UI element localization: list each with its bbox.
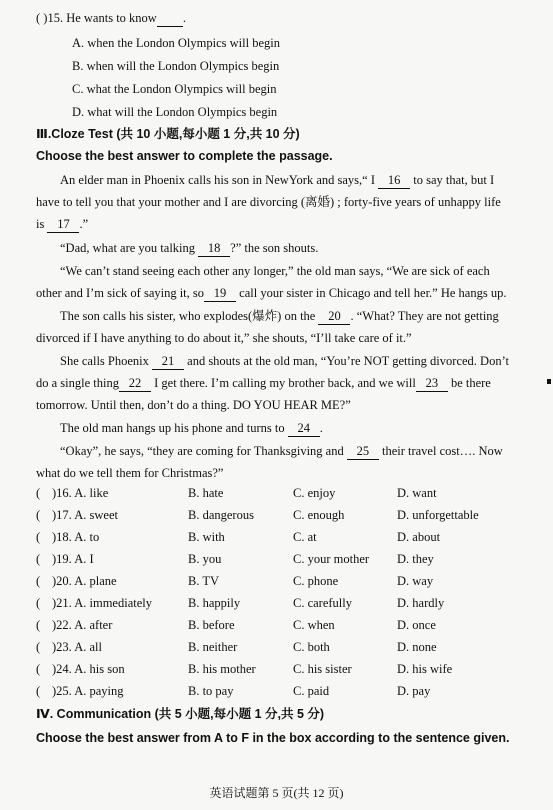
question-row <box>0 529 553 547</box>
question-row <box>0 595 553 613</box>
option-b: B. TV <box>188 574 220 588</box>
blank-21: 21 <box>152 353 184 370</box>
q15-option-a: A. when the London Olympics will begin <box>72 36 280 50</box>
page-footer: 英语试题第 5 页(共 12 页) <box>209 786 344 800</box>
passage-line-6 <box>36 285 506 302</box>
q15-option-b: B. when will the London Olympics begin <box>72 59 280 73</box>
passage-line-11: tomorrow. Until then, don’t do a thing. DO YOU HEAR ME?” <box>36 398 351 412</box>
option-b: B. to pay <box>188 684 234 698</box>
question-number-option-a: )24. A. his son <box>52 662 125 676</box>
option-b: B. happily <box>188 596 241 610</box>
passage-text: and shouts at the old man, “You’re NOT getting divorced. Don’t <box>187 354 509 368</box>
answer-paren: ( <box>36 552 41 566</box>
question-number-option-a: )16. A. like <box>52 486 109 500</box>
question-number-option-a: )19. A. I <box>52 552 94 566</box>
passage-text: She calls Phoenix <box>60 354 149 368</box>
passage-line-14: what do we tell them for Christmas?” <box>36 466 224 480</box>
passage-line-12 <box>60 420 323 437</box>
question-row <box>0 683 553 701</box>
blank-20: 20 <box>318 308 350 325</box>
passage-text: other and I’m sick of saying it, so <box>36 286 205 300</box>
option-c: C. when <box>293 618 335 632</box>
answer-paren: ( <box>36 486 41 500</box>
passage-line-13 <box>60 443 503 460</box>
passage-text: their travel cost…. Now <box>381 444 503 458</box>
blank-23: 23 <box>416 375 448 392</box>
answer-paren: ( <box>36 508 41 522</box>
blank-18: 18 <box>198 240 230 257</box>
passage-text: An elder man in Phoenix calls his son in NewYork and says,“ I <box>60 173 376 187</box>
question-row <box>0 639 553 657</box>
question-row <box>0 485 553 503</box>
option-b: B. before <box>188 618 235 632</box>
passage-text: “Dad, what are you talking <box>60 241 196 255</box>
question-number-option-a: )18. A. to <box>52 530 100 544</box>
passage-text: ?” the son shouts. <box>230 241 319 255</box>
option-c: C. his sister <box>293 662 352 676</box>
answer-paren: ( <box>36 530 41 544</box>
passage-text: .” <box>79 217 89 231</box>
blank-19: 19 <box>204 285 236 302</box>
passage-text: I get there. I’m calling my brother back, and we will <box>154 376 416 390</box>
question-15-blank <box>157 10 183 27</box>
section-3-instruction: Choose the best answer to complete the passage. <box>36 149 333 163</box>
blank-16: 16 <box>378 172 410 189</box>
option-d: D. unforgettable <box>397 508 479 522</box>
option-d: D. hardly <box>397 596 445 610</box>
option-c: C. your mother <box>293 552 370 566</box>
passage-text: The old man hangs up his phone and turns to <box>60 421 285 435</box>
passage-text: . <box>319 421 323 435</box>
passage-text: do a single thing <box>36 376 119 390</box>
option-b: B. his mother <box>188 662 256 676</box>
option-d: D. want <box>397 486 437 500</box>
question-15-prefix: ( )15. He wants to know <box>36 11 157 25</box>
passage-text: The son calls his sister, who explodes(爆炸) on the <box>60 309 316 323</box>
blank-17: 17 <box>47 216 79 233</box>
option-d: D. they <box>397 552 434 566</box>
passage-text: call your sister in Chicago and tell her.” He hangs up. <box>239 286 507 300</box>
option-c: C. enjoy <box>293 486 336 500</box>
question-number-option-a: )22. A. after <box>52 618 113 632</box>
question-row <box>0 551 553 569</box>
question-number-option-a: )25. A. paying <box>52 684 124 698</box>
option-d: D. pay <box>397 684 431 698</box>
passage-line-2: have to tell you that your mother and I are divorcing (离婚) ; forty-five years of unhappy life <box>36 195 501 209</box>
answer-paren: ( <box>36 596 41 610</box>
option-d: D. way <box>397 574 434 588</box>
passage-line-10 <box>36 375 491 392</box>
passage-text: to say that, but I <box>413 173 495 187</box>
question-number-option-a: )17. A. sweet <box>52 508 118 522</box>
passage-line-8: divorced if I have anything to do about it,” she shouts, “I’ll take care of it.” <box>36 331 412 345</box>
answer-paren: ( <box>36 574 41 588</box>
question-row <box>0 573 553 591</box>
option-c: C. enough <box>293 508 345 522</box>
option-d: D. about <box>397 530 441 544</box>
option-c: C. carefully <box>293 596 353 610</box>
answer-paren: ( <box>36 684 41 698</box>
answer-paren: ( <box>36 662 41 676</box>
option-d: D. once <box>397 618 436 632</box>
option-b: B. you <box>188 552 222 566</box>
blank-24: 24 <box>288 420 320 437</box>
option-c: C. both <box>293 640 330 654</box>
scan-mark <box>547 379 551 384</box>
answer-paren: ( <box>36 618 41 632</box>
blank-25: 25 <box>347 443 379 460</box>
option-b: B. dangerous <box>188 508 254 522</box>
option-c: C. phone <box>293 574 339 588</box>
option-c: C. paid <box>293 684 330 698</box>
q15-option-d: D. what will the London Olympics begin <box>72 105 278 119</box>
passage-line-7 <box>60 308 499 325</box>
option-b: B. neither <box>188 640 238 654</box>
question-row <box>0 617 553 635</box>
question-row <box>0 507 553 525</box>
passage-text: “Okay”, he says, “they are coming for Thanksgiving and <box>60 444 344 458</box>
passage-line-9 <box>60 353 509 370</box>
question-15-stem: ( )15. He wants to know . <box>36 11 186 25</box>
option-b: B. with <box>188 530 225 544</box>
blank-22: 22 <box>119 375 151 392</box>
passage-line-4 <box>60 240 318 257</box>
question-row <box>0 661 553 679</box>
option-b: B. hate <box>188 486 224 500</box>
passage-text: is <box>36 217 45 231</box>
answer-paren: ( <box>36 640 41 654</box>
option-d: D. none <box>397 640 437 654</box>
passage-line-5: “We can’t stand seeing each other any longer,” the old man says, “We are sick of each <box>60 264 490 278</box>
section-3-heading: Ⅲ.Cloze Test (共 10 小题,每小题 1 分,共 10 分) <box>36 127 300 141</box>
option-c: C. at <box>293 530 317 544</box>
question-number-option-a: )23. A. all <box>52 640 102 654</box>
option-d: D. his wife <box>397 662 453 676</box>
section-4-heading: Ⅳ. Communication (共 5 小题,每小题 1 分,共 5 分) <box>36 707 325 721</box>
question-number-option-a: )21. A. immediately <box>52 596 152 610</box>
passage-line-3 <box>36 216 88 233</box>
q15-option-c: C. what the London Olympics will begin <box>72 82 277 96</box>
section-4-instruction: Choose the best answer from A to F in the box according to the sentence given. <box>36 731 510 745</box>
passage-text: . “What? They are not getting <box>350 309 499 323</box>
passage-line-1 <box>60 172 494 189</box>
passage-text: be there <box>450 376 491 390</box>
question-number-option-a: )20. A. plane <box>52 574 117 588</box>
